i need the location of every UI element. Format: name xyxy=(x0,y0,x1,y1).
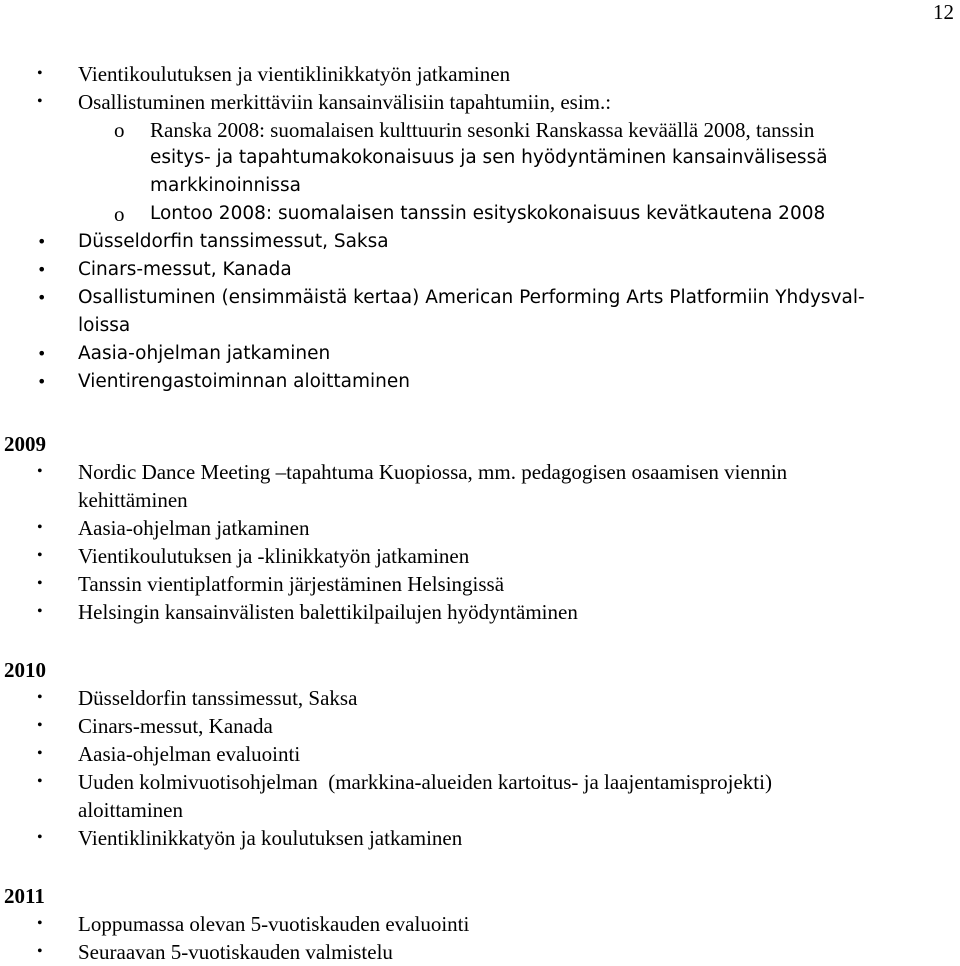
section-2011-list xyxy=(0,910,960,966)
intro-list xyxy=(0,60,960,396)
bullet-icon: • xyxy=(37,93,43,110)
sub-bullet-icon: o xyxy=(114,118,125,142)
list-item xyxy=(0,740,960,768)
year-heading: 2011 xyxy=(4,884,45,908)
list-item-text: Helsingin kansainvälisten balettikilpailujen hyödyntäminen xyxy=(78,600,578,624)
list-item xyxy=(0,284,960,312)
list-item xyxy=(0,458,960,486)
list-item xyxy=(0,256,960,284)
bullet-icon: • xyxy=(37,745,43,762)
year-heading: 2010 xyxy=(4,658,46,682)
list-item-text: Düsseldorfin tanssimessut, Saksa xyxy=(78,231,389,252)
bullet-icon: • xyxy=(37,829,43,846)
list-item-text: loissa xyxy=(78,315,131,336)
bullet-icon: • xyxy=(37,943,43,960)
list-item-text: kehittäminen xyxy=(78,488,188,512)
list-item xyxy=(0,938,960,966)
list-item-text: Aasia-ohjelman jatkaminen xyxy=(78,343,331,364)
bullet-icon: • xyxy=(37,463,43,480)
list-item-continuation xyxy=(0,486,960,514)
bullet-icon: • xyxy=(37,773,43,790)
bullet-icon: • xyxy=(37,603,43,620)
bullet-icon: • xyxy=(37,547,43,564)
list-item-text: Düsseldorfin tanssimessut, Saksa xyxy=(78,686,358,710)
list-item xyxy=(0,684,960,712)
list-item-text: Nordic Dance Meeting –tapahtuma Kuopiossa, mm. pedagogisen osaamisen viennin xyxy=(78,460,788,484)
bullet-icon: • xyxy=(37,575,43,592)
list-item-text: Vientirengastoiminnan aloittaminen xyxy=(78,371,410,392)
list-item-text: Uuden kolmivuotisohjelman (markkina-alueiden kartoitus- ja laajentamisprojekti) xyxy=(78,770,772,794)
list-item-text: Seuraavan 5-vuotiskauden valmistelu xyxy=(78,940,393,964)
sub-list-item xyxy=(0,200,960,228)
list-item-text: Loppumassa olevan 5-vuotiskauden evaluointi xyxy=(78,912,470,936)
bullet-icon: • xyxy=(37,372,47,391)
list-item xyxy=(0,768,960,796)
list-item xyxy=(0,824,960,852)
list-item-text: aloittaminen xyxy=(78,798,183,822)
list-item xyxy=(0,60,960,88)
sub-list-item-text: Lontoo 2008: suomalaisen tanssin esityskokonaisuus kevätkautena 2008 xyxy=(150,203,826,224)
sub-list-item-continuation xyxy=(0,172,960,200)
list-item-text: Tanssin vientiplatformin järjestäminen Helsingissä xyxy=(78,572,505,596)
list-item-continuation xyxy=(0,312,960,340)
bullet-icon: • xyxy=(37,689,43,706)
list-item-text: Vientikoulutuksen ja vientiklinikkatyön jatkaminen xyxy=(78,62,511,86)
list-item-text: Vientikoulutuksen ja -klinikkatyön jatkaminen xyxy=(78,544,470,568)
bullet-icon: • xyxy=(37,519,43,536)
bullet-icon: • xyxy=(37,344,47,363)
list-item-text: Osallistuminen merkittäviin kansainvälisiin tapahtumiin, esim.: xyxy=(78,90,612,114)
list-item xyxy=(0,228,960,256)
section-2010-list xyxy=(0,684,960,852)
list-item-text: Cinars-messut, Kanada xyxy=(78,259,292,280)
list-item xyxy=(0,598,960,626)
year-heading: 2009 xyxy=(4,432,46,456)
section-2009-list xyxy=(0,458,960,626)
bullet-icon: • xyxy=(37,260,47,279)
bullet-icon: • xyxy=(37,232,47,251)
list-item-text: Aasia-ohjelman jatkaminen xyxy=(78,516,310,540)
list-item xyxy=(0,570,960,598)
sub-list-item-text: esitys- ja tapahtumakokonaisuus ja sen hyödyntäminen kansainvälisessä xyxy=(150,147,828,168)
list-item xyxy=(0,368,960,396)
list-item-text: Aasia-ohjelman evaluointi xyxy=(78,742,301,766)
sub-list-item-text: Ranska 2008: suomalaisen kulttuurin sesonki Ranskassa keväällä 2008, tanssin xyxy=(150,118,815,142)
bullet-icon: • xyxy=(37,717,43,734)
sub-bullet-icon: o xyxy=(114,202,125,226)
list-item xyxy=(0,542,960,570)
sub-list-item-text: markkinoinnissa xyxy=(150,175,301,196)
list-item xyxy=(0,88,960,116)
sub-list-item-continuation xyxy=(0,144,960,172)
list-item-continuation xyxy=(0,796,960,824)
list-item xyxy=(0,514,960,542)
list-item-text: Osallistuminen (ensimmäistä kertaa) American Performing Arts Platformiin Yhdysval- xyxy=(78,287,865,308)
page-number: 12 xyxy=(933,0,954,24)
list-item-text: Cinars-messut, Kanada xyxy=(78,714,273,738)
list-item xyxy=(0,910,960,938)
list-item-text: Vientiklinikkatyön ja koulutuksen jatkaminen xyxy=(78,826,463,850)
list-item xyxy=(0,712,960,740)
bullet-icon: • xyxy=(37,65,43,82)
list-item xyxy=(0,340,960,368)
bullet-icon: • xyxy=(37,288,47,307)
bullet-icon: • xyxy=(37,915,43,932)
sub-list-item xyxy=(0,116,960,144)
